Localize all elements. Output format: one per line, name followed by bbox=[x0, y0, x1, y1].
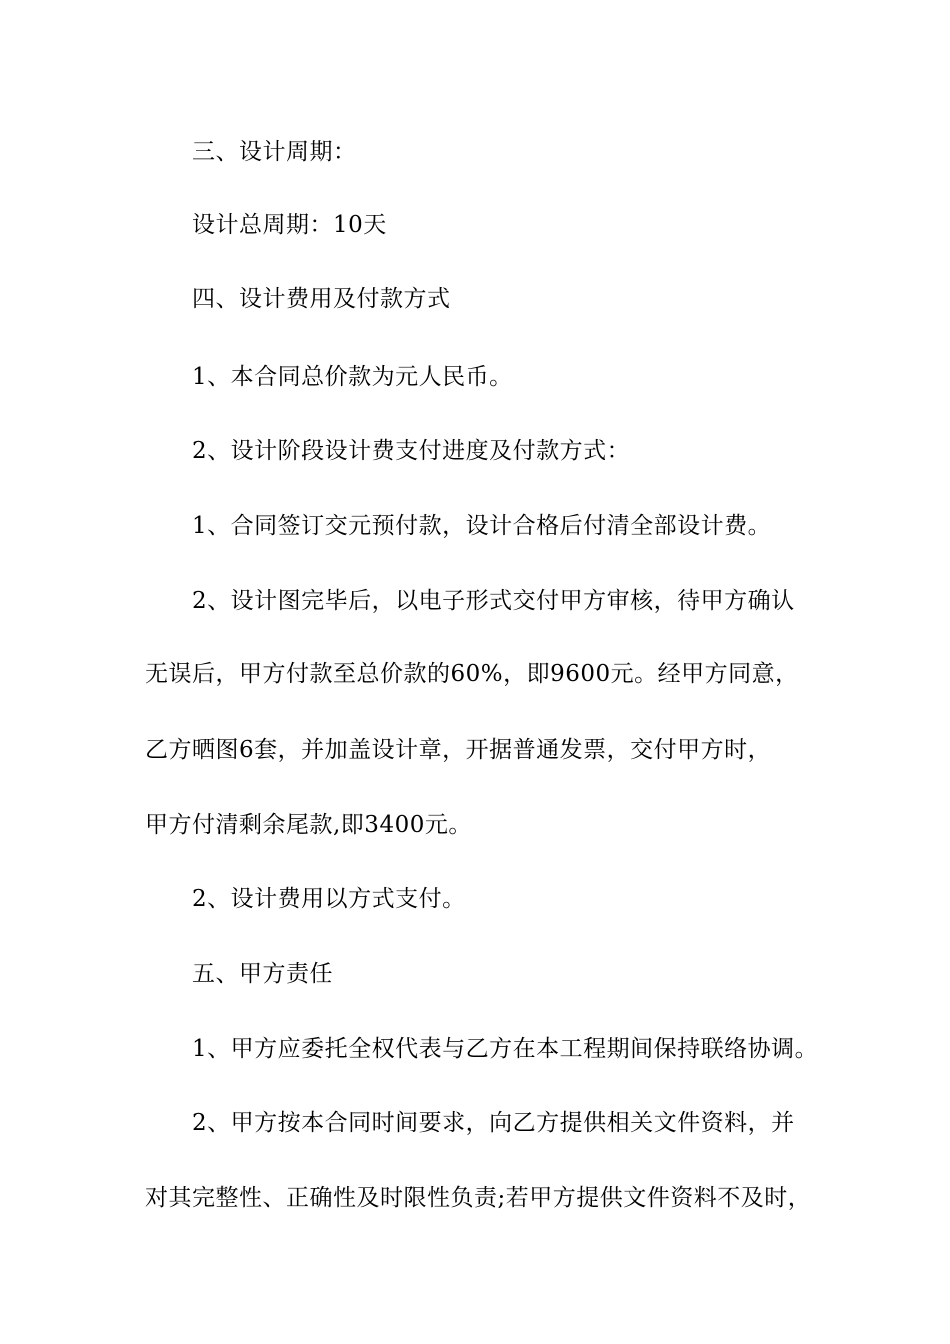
paragraph-drawing-review: 2、设计图完毕后，以电子形式交付甲方审核，待甲方确认 bbox=[192, 588, 795, 614]
section-heading-design-period: 三、设计周期： bbox=[192, 139, 357, 165]
paragraph-party-a-representative: 1、甲方应委托全权代表与乙方在本工程期间保持联络协调。 bbox=[192, 1036, 819, 1062]
paragraph-party-a-documents-cont: 对其完整性、正确性及时限性负责;若甲方提供文件资料不及时， bbox=[145, 1185, 812, 1211]
paragraph-drawing-review-cont-2: 乙方晒图6套，并加盖设计章，开据普通发票，交付甲方时， bbox=[145, 737, 772, 763]
paragraph-payment-method: 2、设计费用以方式支付。 bbox=[192, 886, 466, 912]
paragraph-total-design-period: 设计总周期：10天 bbox=[192, 212, 387, 238]
paragraph-drawing-review-cont-1: 无误后，甲方付款至总价款的60%，即9600元。经甲方同意， bbox=[145, 661, 799, 687]
paragraph-drawing-review-cont-3: 甲方付清剩余尾款,即3400元。 bbox=[145, 812, 472, 838]
paragraph-total-price: 1、本合同总价款为元人民币。 bbox=[192, 364, 513, 390]
section-heading-party-a-duties: 五、甲方责任 bbox=[192, 961, 333, 987]
section-heading-fees-payment: 四、设计费用及付款方式 bbox=[192, 286, 451, 312]
paragraph-payment-schedule: 2、设计阶段设计费支付进度及付款方式： bbox=[192, 438, 631, 464]
paragraph-party-a-documents: 2、甲方按本合同时间要求，向乙方提供相关文件资料，并 bbox=[192, 1110, 795, 1136]
paragraph-advance-payment: 1、合同签订交元预付款，设计合格后付清全部设计费。 bbox=[192, 513, 772, 539]
